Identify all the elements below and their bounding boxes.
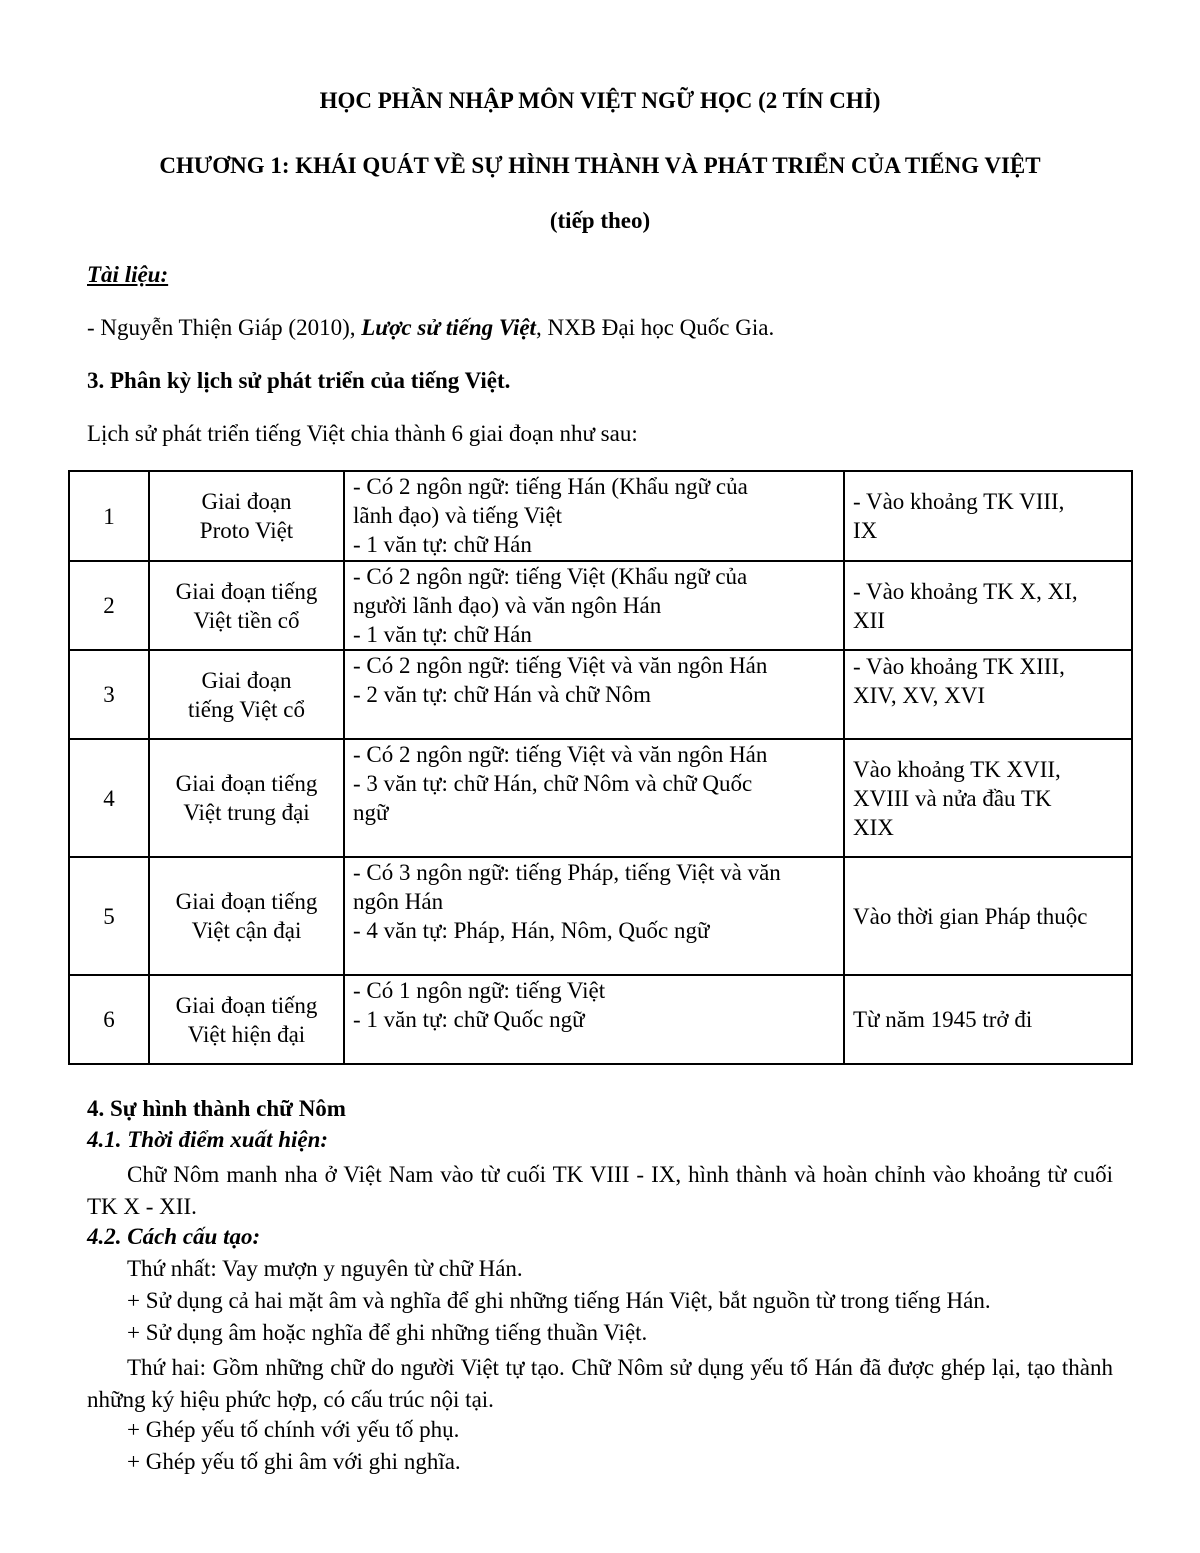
second-method: Thứ hai: Gồm những chữ do người Việt tự tạo. Chữ Nôm sử dụng yếu tố Hán đã được ghép lại, tạo thành những ký hiệu phức hợp, có cấu trúc nội tại. [87, 1355, 1113, 1412]
first-method-point-b: + Sử dụng âm hoặc nghĩa để ghi những tiếng thuần Việt. [127, 1320, 648, 1345]
reference-book-title: Lược sử tiếng Việt [361, 315, 536, 340]
section-3-heading: 3. Phân kỳ lịch sử phát triển của tiếng Việt. [87, 368, 511, 393]
table-row [69, 471, 1132, 561]
references-heading: Tài liệu: [87, 262, 169, 287]
period-time: Vào thời gian Pháp thuộc [844, 857, 1132, 975]
period-stage: Giai đoạn tiếng Việt tiền cổ [149, 561, 344, 650]
section-4-2-heading: 4.2. Cách cấu tạo: [87, 1224, 261, 1249]
period-stage: Giai đoạn Proto Việt [149, 471, 344, 561]
period-stage: Giai đoạn tiếng Việt trung đại [149, 739, 344, 857]
period-description: - Có 2 ngôn ngữ: tiếng Việt (Khẩu ngữ của người lãnh đạo) và văn ngôn Hán - 1 văn tự: chữ Hán [344, 561, 844, 650]
period-time: Vào khoảng TK XVII, XVIII và nửa đầu TK XIX [844, 739, 1132, 857]
periods-table [68, 470, 1133, 1065]
first-method-point-a: + Sử dụng cả hai mặt âm và nghĩa để ghi những tiếng Hán Việt, bắt nguồn từ trong tiếng Hán. [127, 1288, 991, 1313]
period-number: 2 [69, 561, 149, 650]
period-time: Từ năm 1945 trở đi [844, 975, 1132, 1064]
reference-item [87, 315, 774, 341]
chapter-title: CHƯƠNG 1: KHÁI QUÁT VỀ SỰ HÌNH THÀNH VÀ PHÁT TRIỂN CỦA TIẾNG VIỆT [159, 153, 1041, 178]
reference-prefix: - Nguyễn Thiện Giáp (2010), [87, 315, 362, 340]
period-description: - Có 1 ngôn ngữ: tiếng Việt - 1 văn tự: chữ Quốc ngữ [344, 975, 844, 1064]
period-stage: Giai đoạn tiếng Việt cổ [149, 650, 344, 739]
course-title: HỌC PHẦN NHẬP MÔN VIỆT NGỮ HỌC (2 TÍN CHỈ) [319, 88, 881, 113]
period-description: - Có 2 ngôn ngữ: tiếng Việt và văn ngôn Hán - 3 văn tự: chữ Hán, chữ Nôm và chữ Quốc ngữ [344, 739, 844, 857]
period-stage: Giai đoạn tiếng Việt hiện đại [149, 975, 344, 1064]
period-number: 3 [69, 650, 149, 739]
table-row [69, 561, 1132, 650]
period-number: 1 [69, 471, 149, 561]
reference-suffix: , NXB Đại học Quốc Gia. [535, 315, 775, 340]
period-description: - Có 2 ngôn ngữ: tiếng Việt và văn ngôn Hán - 2 văn tự: chữ Hán và chữ Nôm [344, 650, 844, 739]
period-time: - Vào khoảng TK XIII, XIV, XV, XVI [844, 650, 1132, 739]
section-3-intro: Lịch sử phát triển tiếng Việt chia thành 6 giai đoạn như sau: [87, 421, 638, 446]
table-row [69, 857, 1132, 975]
second-method-point-b: + Ghép yếu tố ghi âm với ghi nghĩa. [127, 1449, 461, 1474]
table-row [69, 739, 1132, 857]
period-stage: Giai đoạn tiếng Việt cận đại [149, 857, 344, 975]
table-row [69, 650, 1132, 739]
table-row [69, 975, 1132, 1064]
section-4-1-heading: 4.1. Thời điểm xuất hiện: [87, 1127, 329, 1152]
section-4-1-text: Chữ Nôm manh nha ở Việt Nam vào từ cuối TK VIII - IX, hình thành và hoàn chỉnh vào khoảng từ cuối TK X - XII. [87, 1162, 1113, 1219]
second-method-point-a: + Ghép yếu tố chính với yếu tố phụ. [127, 1417, 460, 1442]
period-time: - Vào khoảng TK X, XI, XII [844, 561, 1132, 650]
period-time: - Vào khoảng TK VIII, IX [844, 471, 1132, 561]
chapter-subtitle: (tiếp theo) [549, 208, 651, 233]
first-method: Thứ nhất: Vay mượn y nguyên từ chữ Hán. [127, 1256, 523, 1281]
period-description: - Có 3 ngôn ngữ: tiếng Pháp, tiếng Việt và văn ngôn Hán - 4 văn tự: Pháp, Hán, Nôm, Quốc ngữ [344, 857, 844, 975]
period-number: 4 [69, 739, 149, 857]
period-number: 5 [69, 857, 149, 975]
period-number: 6 [69, 975, 149, 1064]
period-description: - Có 2 ngôn ngữ: tiếng Hán (Khẩu ngữ của lãnh đạo) và tiếng Việt - 1 văn tự: chữ Hán [344, 471, 844, 561]
section-4-heading: 4. Sự hình thành chữ Nôm [87, 1096, 346, 1121]
